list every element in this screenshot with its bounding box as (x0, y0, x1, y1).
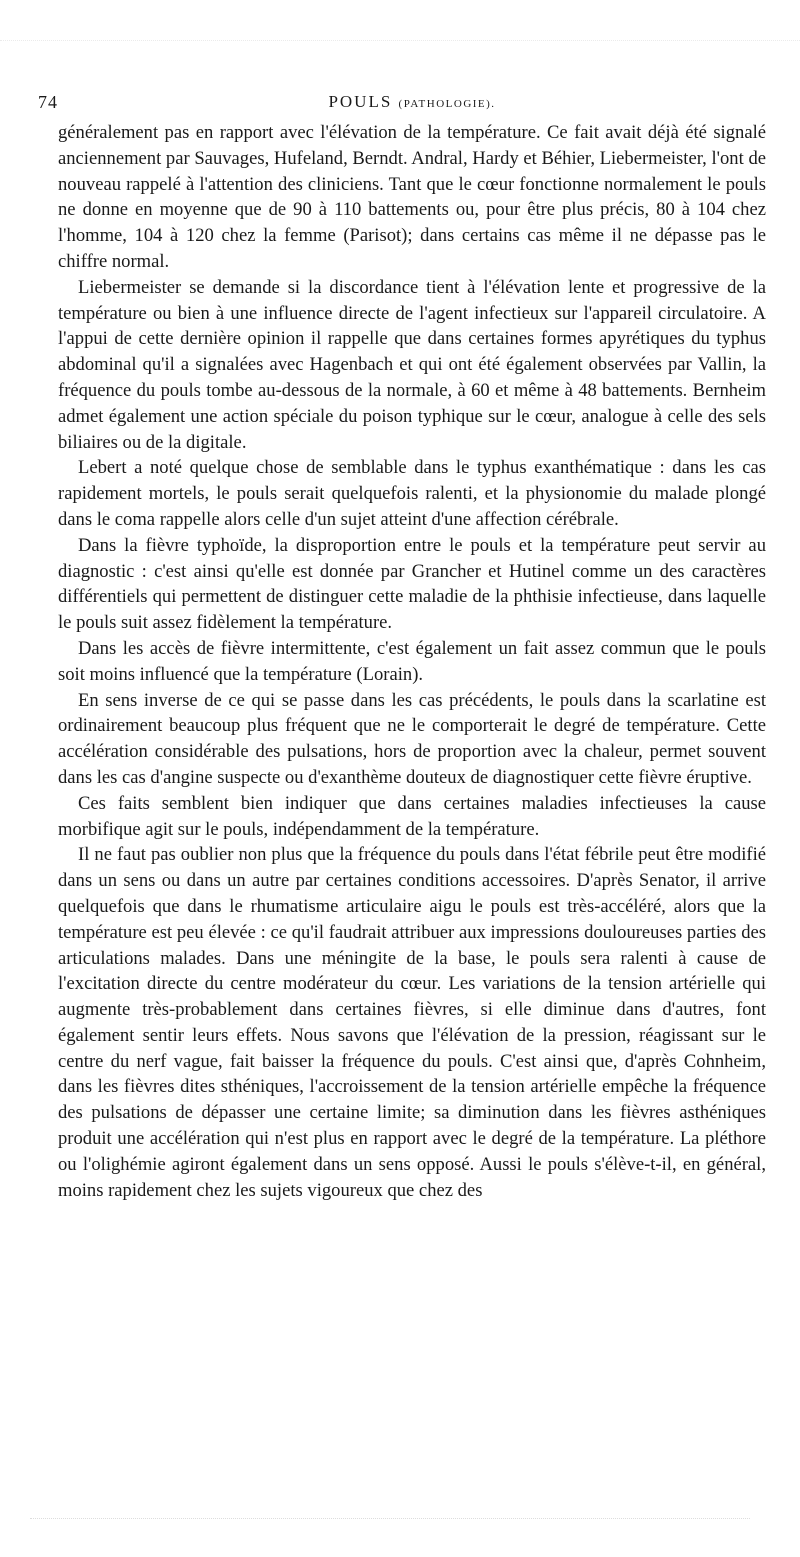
running-title (58, 92, 766, 112)
paragraph: généralement pas en rapport avec l'élévation de la température. Ce fait avait déjà été signalé anciennement par Sauvages, Hufeland, Berndt. Andral, Hardy et Béhier, Liebermeister, l'ont de nouveau rappelé à l'attention des cliniciens. Tant que le cœur fonctionne normalement le pouls ne donne en moyenne que de 90 à 110 battements ou, pour être plus précis, 80 à 104 chez l'homme, 104 à 120 chez la femme (Parisot); dans certains cas même il ne dépasse pas le chiffre normal. (58, 122, 766, 272)
running-head (38, 92, 766, 118)
paragraph: Ces faits semblent bien indiquer que dans certaines maladies infectieuses la cause morbifique agit sur le pouls, indépendamment de la température. (58, 792, 766, 840)
paragraph: Il ne faut pas oublier non plus que la fréquence du pouls dans l'état fébrile peut être modifié dans un sens ou dans un autre par certaines conditions accessoires. D'après Senator, il arrive quelquefois que dans le rhumatisme articulaire aigu le pouls est très-accéléré, alors que la température est peu élevée : ce qu'il faudrait attribuer aux impressions douloureuses parties des articulations malades. Dans une méningite de la base, le pouls sera ralenti à cause de l'excitation directe du centre modérateur du cœur. Les variations de la tension artérielle qui augmente très-probablement dans certaines fièvres, si elle diminue dans d'autres, font également sentir leurs effets. Nous savons que l'élévation de la pression, réagissant sur le centre du nerf vague, fait baisser la fréquence du pouls. C'est ainsi que, d'après Cohnheim, dans les fièvres dites sthéniques, l'accroissement de la tension artérielle empêche la fréquence des pulsations de dépasser une certaine limite; sa diminution dans les fièvres asthéniques produit une accélération qui n'est plus en rapport avec le degré de la température. La pléthore ou l'olighémie agiront également dans un sens opposé. Aussi le pouls s'élève-t-il, en général, moins rapidement chez les sujets vigoureux que chez des (58, 844, 766, 1201)
paragraph: Dans la fièvre typhoïde, la disproportion entre le pouls et la température peut servir au diagnostic : c'est ainsi qu'elle est donnée par Grancher et Hutinel comme un des caractères différentiels qui permettent de distinguer cette maladie de la phthisie infectieuse, dans laquelle le pouls suit assez fidèlement la température. (58, 534, 766, 634)
paragraph: Dans les accès de fièvre intermittente, c'est également un fait assez commun que le pouls soit moins influencé que la température (Lorain). (58, 637, 766, 685)
paragraph: En sens inverse de ce qui se passe dans les cas précédents, le pouls dans la scarlatine est ordinairement beaucoup plus fréquent que ne le comporterait le degré de température. Cette accélération considérable des pulsations, hors de proportion avec la chaleur, permet souvent dans les cas d'angine suspecte ou d'exanthème douteux de diagnostiquer cette fièvre éruptive. (58, 689, 766, 788)
scan-edge-artifact (0, 40, 800, 45)
document-page (38, 92, 766, 1203)
running-title-sub: (PATHOLOGIE). (398, 98, 496, 110)
page-number: 74 (38, 92, 58, 112)
paragraph: Liebermeister se demande si la discordance tient à l'élévation lente et progressive de la température ou bien à une influence directe de l'agent infectieux sur l'appareil circulatoire. A l'appui de cette dernière opinion il rappelle que dans certaines formes apyrétiques du typhus abdominal qu'il a signalées avec Hagenbach et qui ont été également observées par Vallin, la fréquence du pouls tombe au-dessous de la normale, à 60 et même à 48 battements. Bernheim admet également une action spéciale du poison typhique sur le cœur, analogue à celle des sels biliaires ou de la digitale. (58, 276, 766, 453)
running-title-main: POULS (328, 92, 393, 111)
paragraph: Lebert a noté quelque chose de semblable dans le typhus exanthématique : dans les cas rapidement mortels, le pouls serait quelquefois ralenti, et la physionomie du malade plongé dans le coma rappelle alors celle d'un sujet atteint d'une affection cérébrale. (58, 457, 766, 530)
body-text (58, 120, 766, 1203)
scan-edge-artifact (30, 1518, 750, 1529)
